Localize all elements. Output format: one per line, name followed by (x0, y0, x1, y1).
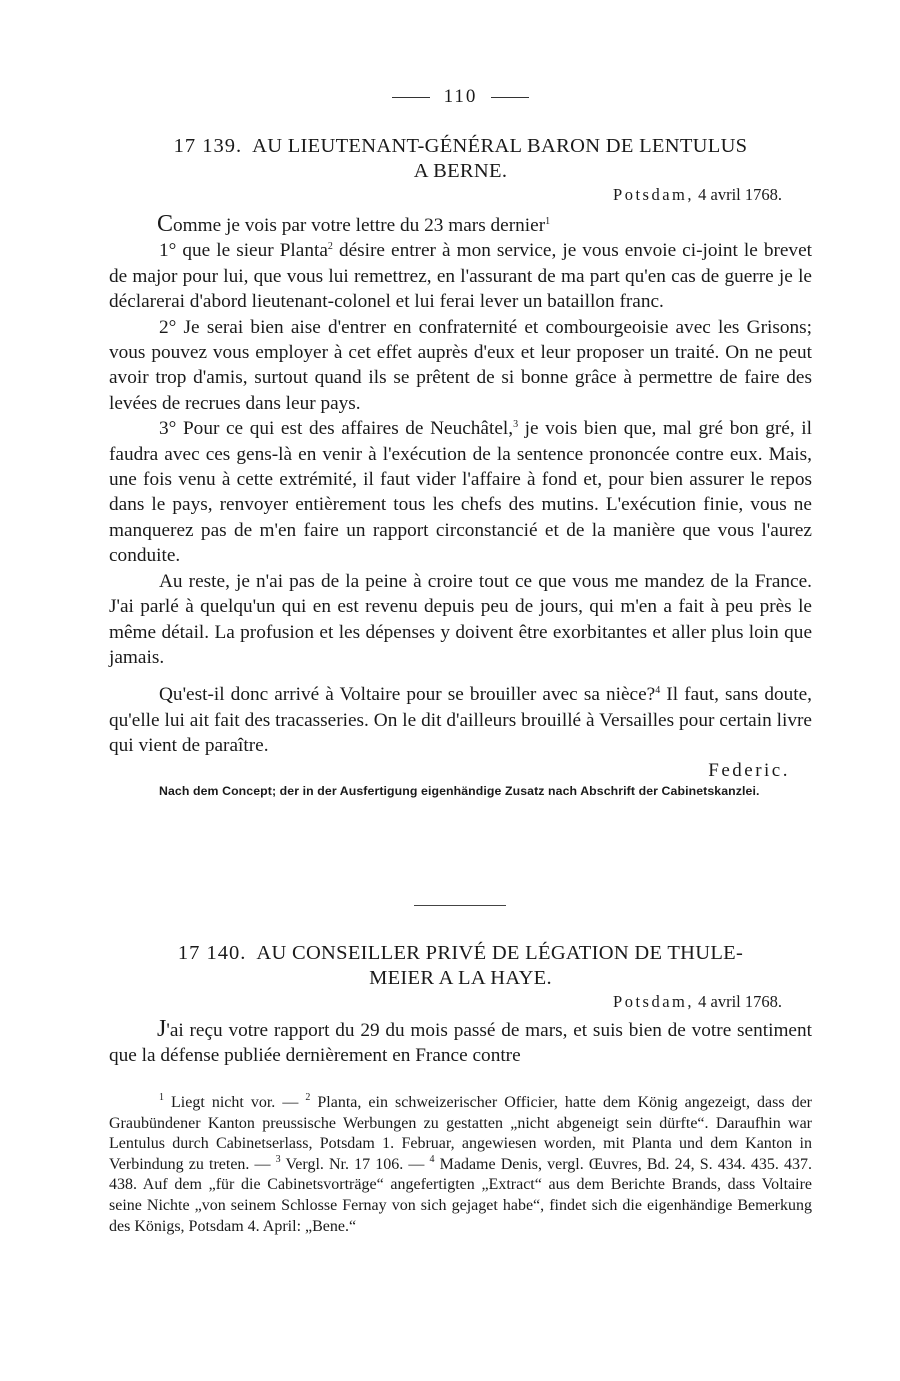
header-rule-right (491, 97, 529, 98)
date: 4 avril 1768. (698, 992, 782, 1011)
footnote-ref: 4 (655, 685, 661, 697)
dateline (109, 184, 812, 206)
letter-heading (109, 941, 812, 991)
paragraph: Qu'est-il donc arrivé à Voltaire pour se brouiller avec sa nièce?$^4$ Il faut, sans doute, qu'elle lui ait fait des tracasseries. On le dit d'ailleurs brouillé à Versailles pour certain livre qui vient de paraître. (109, 684, 812, 757)
footnote-ref: 2 (327, 241, 333, 253)
footnote-text: Planta, ein schweizerischer Officier, hatte dem König angezeigt, dass der Graubündener Kanton preussische Werbungen zu gestatten „nicht abgeneigt sein dürfte“. Daraufhin war Lentulus durch Cabinetserlass, Potsdam 1. Februar, angewiesen worden, mit Planta und dem Kanton in Verbindung zu treten. — (109, 1094, 812, 1173)
opening-capital: C (157, 211, 174, 237)
page-number: 110 (443, 86, 478, 107)
date-place: Potsdam, (613, 185, 694, 204)
letter-17139 (109, 134, 812, 799)
source-note: Nach dem Concept; der in der Ausfertigung eigenhändige Zusatz nach Abschrift der Cabinetskanzlei. (159, 783, 760, 798)
paragraph: 1° que le sieur Planta$^2$ désire entrer à mon service, je vous envoie ci-joint le brevet de major pour lui, que vous lui remettrez, en l'assurant de ma part qu'en cas de guerre je le déclarerai d'abord lieutenant-colonel et lui ferai lever un bataillon franc. (109, 240, 812, 313)
header-rule-left (392, 97, 430, 98)
signature: Federic. (708, 759, 790, 781)
letter-body (109, 212, 812, 759)
footnote-marker: 2 (305, 1092, 311, 1103)
footnote-marker: 4 (429, 1153, 435, 1165)
paragraph: 3° Pour ce qui est des affaires de Neuchâtel,$^3$ je vois bien que, mal gré bon gré, il faudra avec ces gens-là en venir à l'exécution de la sentence prononcée contre eux. Mais, une fois venu à cette extrémité, il faut vider l'affaire à fond et, pour bien assurer le repos dans le pays, renvoyer entièrement tous les chefs des mutins. L'exécution finie, vous ne manquerez pas de m'en faire un rapport circonstancié et de la manière que vous l'aurez conduite. (109, 418, 812, 567)
footnote-block (109, 1093, 812, 1237)
footnote-text: Liegt nicht vor. — (171, 1094, 299, 1111)
section-separator (414, 905, 506, 906)
footnote-ref: 1 (545, 216, 551, 227)
opening-capital: J (157, 1016, 167, 1042)
paragraph: 2° Je serai bien aise d'entrer en confraternité et combourgeoisie avec les Grisons; vous pouvez vous employer à cet effet auprès d'eux et leur proposer un traité. On ne peut avoir trop d'amis, surtout quand ils se prêtent de si bonne grâce à permettre de faire des levées de recrues dans leur pays. (109, 316, 812, 414)
date-place: Potsdam, (613, 992, 694, 1011)
footnote-marker: 3 (275, 1153, 281, 1165)
dateline (109, 991, 812, 1013)
letter-addressee: AU LIEUTENANT-GÉNÉRAL BARON DE LENTULUS (252, 135, 748, 157)
footnote-text: Vergl. Nr. 17 106. — (285, 1155, 425, 1173)
letter-addressee: AU CONSEILLER PRIVÉ DE LÉGATION DE THULE- (256, 942, 744, 964)
letter-heading (109, 134, 812, 184)
paragraph: Comme je vois par votre lettre du 23 mars dernier$^1$ (157, 211, 551, 237)
running-head (109, 86, 812, 108)
paragraph: J'ai reçu votre rapport du 29 du mois passé de mars, et suis bien de votre sentiment que la défense publiée dernièrement en France contre (109, 1016, 812, 1067)
footnotes (109, 1093, 812, 1237)
footnote-ref: 3 (513, 419, 519, 431)
letter-addressee-place: MEIER A LA HAYE. (369, 967, 552, 989)
letter-body (109, 1017, 812, 1069)
letter-17140 (109, 941, 812, 1069)
date: 4 avril 1768. (698, 185, 782, 204)
footnote-marker: 1 (159, 1092, 164, 1103)
letter-number: 17 140. (177, 942, 247, 964)
letter-number: 17 139. (173, 135, 243, 157)
footnote-text: Madame Denis, vergl. Œuvres, Bd. 24, S. 434. 435. 437. 438. Auf dem „für die Cabinetsvorträge“ angefertigten „Extract“ aus dem Berichte Brands, dass Voltaire seine Nichte „von seinem Schlosse Fernay von sich gejaget habe“, findet sich die eigenhändige Bemerkung des Königs, Potsdam 4. April: „Bene.“ (109, 1155, 813, 1235)
paragraph: Au reste, je n'ai pas de la peine à croire tout ce que vous me mandez de la France. J'ai parlé à quelqu'un qui en est revenu depuis peu de jours, qui m'en a fait à peu près le même détail. La profusion et les dépenses y doivent être exorbitantes et aller plus loin que jamais. (109, 570, 812, 668)
letter-addressee-place: A BERNE. (413, 160, 508, 182)
